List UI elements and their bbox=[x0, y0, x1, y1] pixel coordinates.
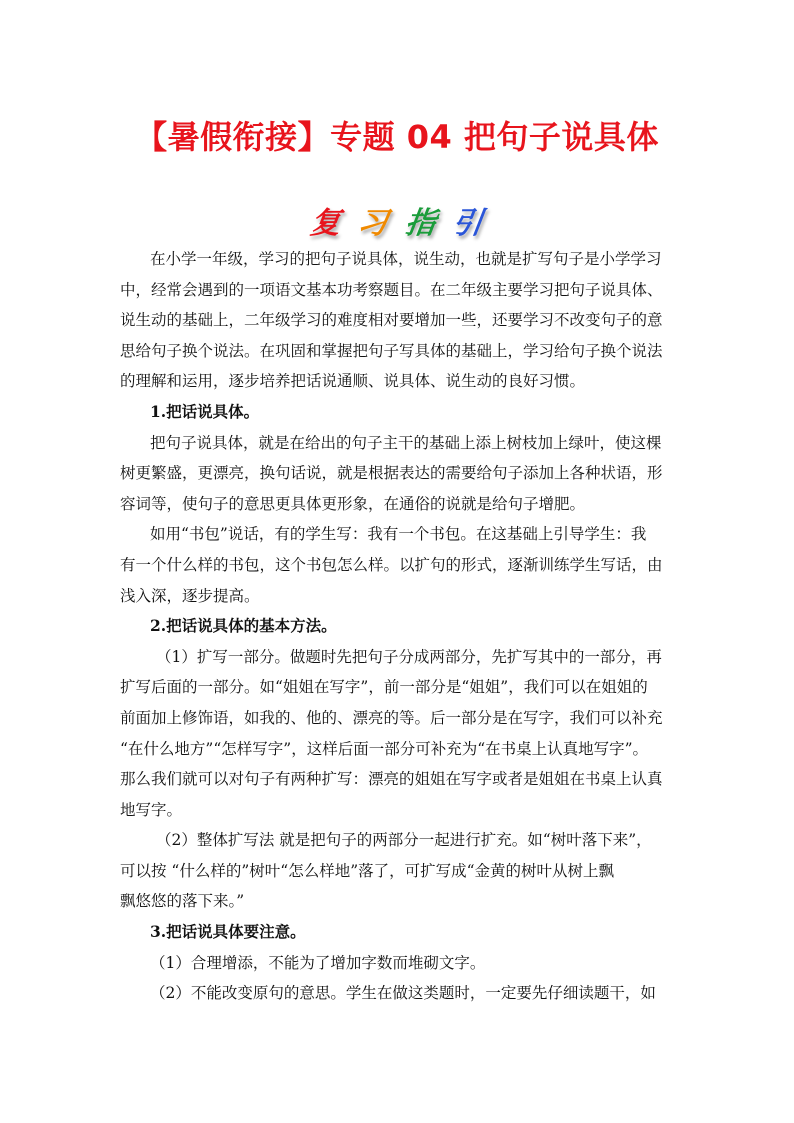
paragraph-line: 可以按 “什么样的”树叶“怎么样地”落了，可扩写成“金黄的树叶从树上飘 bbox=[120, 861, 615, 880]
paragraph-line: 地写字。 bbox=[120, 800, 183, 819]
paragraph-line: （1）扩写一部分。做题时先把句子分成两部分，先扩写其中的一部分，再 bbox=[156, 647, 662, 666]
paragraph-line: （2）不能改变原句的意思。学生在做这类题时，一定要先仔细读题干，如 bbox=[150, 984, 656, 1003]
document-body bbox=[120, 244, 680, 1009]
paragraph-line: 中，经常会遇到的一项语文基本功考察题目。在二年级主要学习把句子说具体、 bbox=[120, 280, 663, 299]
section-heading: 1.把话说具体。 bbox=[150, 401, 260, 421]
section-heading: 3.把话说具体要注意。 bbox=[150, 922, 306, 942]
banner-char: 复 bbox=[308, 206, 344, 241]
paragraph-line: 那么我们就可以对句子有两种扩写：漂亮的姐姐在写字或者是姐姐在书桌上认真 bbox=[120, 770, 663, 789]
banner-char: 引 bbox=[449, 206, 485, 241]
paragraph-line: 把句子说具体，就是在给出的句子主干的基础上添上树枝加上绿叶，使这棵 bbox=[150, 433, 662, 452]
paragraph-line: 有一个什么样的书包，这个书包怎么样。以扩句的形式，逐渐训练学生写话，由 bbox=[120, 555, 663, 574]
paragraph-line: 思给句子换个说法。在巩固和掌握把句子写具体的基础上，学习给句子换个说法 bbox=[120, 341, 663, 360]
paragraph-line: （1）合理增添，不能为了增加字数而堆砌文字。 bbox=[150, 953, 486, 972]
page-title: 【暑假衔接】专题 04 把句子说具体 bbox=[135, 118, 659, 156]
paragraph-line: （2）整体扩写法 就是把句子的两部分一起进行扩充。如“树叶落下来”， bbox=[156, 831, 652, 850]
paragraph-line: 说生动的基础上，二年级学习的难度相对要增加一些，还要学习不改变句子的意 bbox=[120, 311, 663, 330]
paragraph-line: 在小学一年级，学习的把句子说具体，说生动，也就是扩写句子是小学学习 bbox=[150, 250, 662, 268]
paragraph-line: 扩写后面的一部分。如“姐姐在写字”，前一部分是“姐姐”，我们可以在姐姐的 bbox=[120, 678, 648, 697]
paragraph-line: 飘悠悠的落下来。” bbox=[120, 892, 245, 911]
paragraph-line: 的理解和运用，逐步培养把话说通顺、说具体、说生动的良好习惯。 bbox=[120, 372, 586, 391]
review-guide-banner bbox=[0, 198, 794, 242]
banner-char: 指 bbox=[402, 206, 438, 241]
paragraph-line: 前面加上修饰语，如我的、他的、漂亮的等。后一部分是在写字，我们可以补充 bbox=[120, 708, 663, 727]
section-heading: 2.把话说具体的基本方法。 bbox=[150, 616, 337, 636]
paragraph-line: 树更繁盛，更漂亮，换句话说，就是根据表达的需要给句子添加上各种状语，形 bbox=[120, 464, 663, 483]
paragraph-line: “在什么地方”“怎样写字”，这样后面一部分可补充为“在书桌上认真地写字”。 bbox=[120, 739, 649, 758]
paragraph-line: 容词等，使句子的意思更具体更形象，在通俗的说就是给句子增肥。 bbox=[120, 494, 586, 513]
paragraph-line: 浅入深，逐步提高。 bbox=[120, 586, 260, 605]
paragraph-line: 如用“书包”说话，有的学生写：我有一个书包。在这基础上引导学生：我 bbox=[150, 525, 647, 544]
banner-char: 习 bbox=[355, 206, 391, 241]
